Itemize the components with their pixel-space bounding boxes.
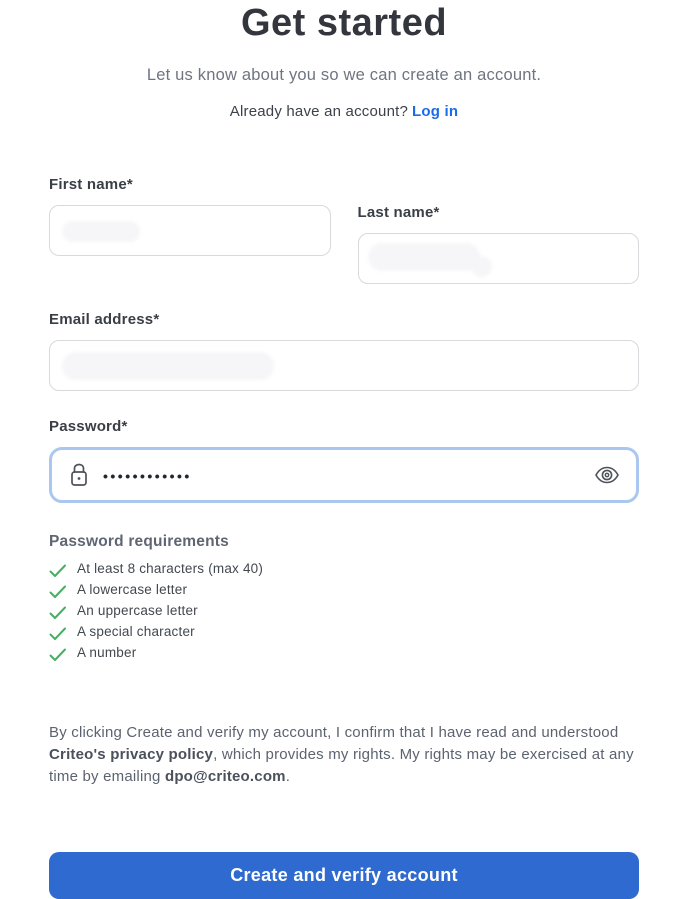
password-field <box>49 419 639 503</box>
requirement-item <box>49 604 639 618</box>
redacted-last-name-value <box>471 256 492 277</box>
email-field <box>49 312 639 391</box>
legal-part1: By clicking Create and verify my account, I confirm that I have read and understood <box>49 724 619 741</box>
requirement-item <box>49 646 639 660</box>
dpo-email-text: dpo@criteo.com <box>164 768 286 785</box>
password-requirements-list <box>49 562 639 660</box>
first-name-input[interactable] <box>49 205 331 256</box>
requirement-label: A special character <box>77 624 195 639</box>
check-icon <box>49 627 67 641</box>
password-requirements-title: Password requirements <box>49 533 229 550</box>
password-masked-value[interactable]: •••••••••••• <box>103 468 192 484</box>
email-input[interactable] <box>49 340 639 391</box>
requirement-item <box>49 625 639 639</box>
name-row <box>49 177 639 284</box>
check-icon <box>49 564 67 578</box>
last-name-field <box>358 205 640 284</box>
password-input[interactable] <box>49 447 639 503</box>
create-account-button[interactable]: Create and verify account <box>49 852 639 899</box>
privacy-policy-text[interactable]: Criteo's privacy policy <box>49 746 214 763</box>
login-link[interactable]: Log in <box>412 103 459 120</box>
email-label: Email address* <box>49 311 160 328</box>
login-row <box>0 103 688 121</box>
password-requirements <box>49 533 639 660</box>
redacted-first-name-value <box>62 221 140 242</box>
requirement-item <box>49 583 639 597</box>
requirement-label: A lowercase letter <box>77 582 188 597</box>
requirement-item <box>49 562 639 576</box>
page-subtitle: Let us know about you so we can create an account. <box>146 66 542 84</box>
legal-text <box>49 722 639 788</box>
check-icon <box>49 606 67 620</box>
requirement-label: At least 8 characters (max 40) <box>77 561 264 576</box>
legal-part2: , which provides my rights. My rights may be exercised at any time by emailing <box>49 746 634 785</box>
requirement-label: A number <box>77 645 137 660</box>
requirement-label: An uppercase letter <box>77 603 198 618</box>
check-icon <box>49 585 67 599</box>
first-name-label: First name* <box>49 176 133 193</box>
signup-form <box>0 177 688 899</box>
first-name-field <box>49 177 331 284</box>
legal-part3: . <box>285 768 291 785</box>
last-name-input[interactable] <box>358 233 640 284</box>
eye-icon <box>594 466 620 484</box>
redacted-email-value <box>62 352 274 380</box>
show-password-button[interactable] <box>594 466 620 484</box>
last-name-label: Last name* <box>357 204 440 221</box>
lock-icon <box>68 462 90 488</box>
login-prompt: Already have an account? <box>229 103 409 120</box>
page-title: Get started <box>240 2 448 44</box>
check-icon <box>49 648 67 662</box>
password-label: Password* <box>49 418 128 435</box>
redacted-last-name-value <box>368 243 480 271</box>
